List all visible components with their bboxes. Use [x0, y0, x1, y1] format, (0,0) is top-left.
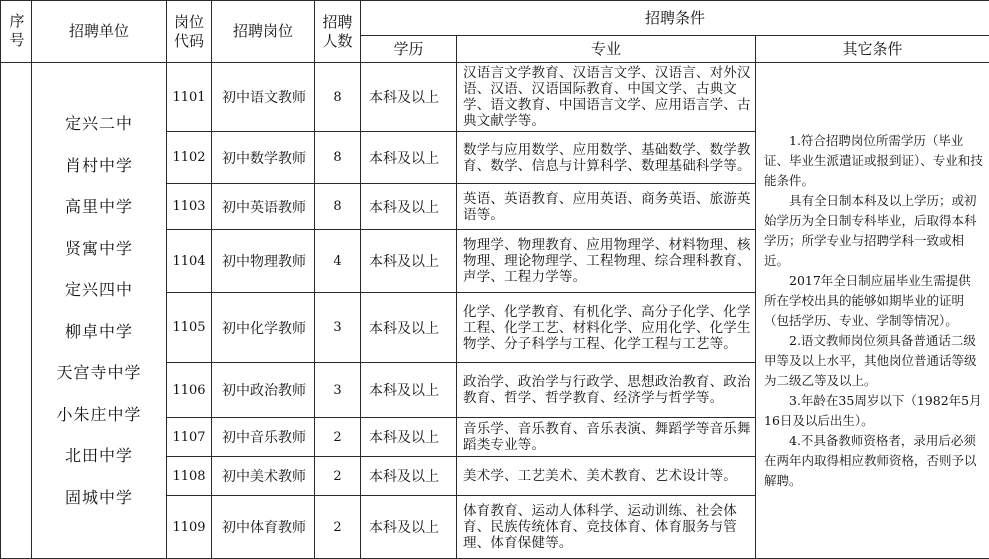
post-name: 初中体育教师	[212, 496, 315, 559]
post-name: 初中物理教师	[212, 230, 315, 293]
post-name: 初中美术教师	[212, 457, 315, 496]
condition-item: 4.不具备教师资格者，录用后必须在两年内取得相应教师资格，否则予以解聘。	[764, 431, 983, 491]
education: 本科及以上	[361, 363, 457, 418]
post-count: 2	[315, 457, 361, 496]
condition-item: 具有全日制本科及以上学历；或初始学历为全日制专科毕业，后取得本科学历；所学专业与招聘学科一致或相近。	[764, 191, 983, 271]
condition-item: 1.符合招聘岗位所需学历（毕业证、毕业生派遣证或报到证）、专业和技能条件。	[764, 131, 983, 191]
post-count: 3	[315, 293, 361, 363]
unit-name: 肖村中学	[32, 145, 166, 187]
unit-name: 定兴四中	[32, 269, 166, 311]
major: 数学与应用数学、应用数学、基础数学、数学教育、数学、信息与计算科学、数理基础科学等。	[457, 132, 756, 184]
post-name: 初中英语教师	[212, 184, 315, 230]
post-code: 1103	[167, 184, 212, 230]
major: 化学、化学教育、有机化学、高分子化学、化学工程、化学工艺、材料化学、应用化学、化学生物学、分子科学与工程、化学工程与工艺等。	[457, 293, 756, 363]
major: 英语、英语教育、应用英语、商务英语、旅游英语等。	[457, 184, 756, 230]
post-code: 1101	[167, 63, 212, 132]
post-count: 4	[315, 230, 361, 293]
unit-name: 天宫寺中学	[32, 352, 166, 394]
unit-name: 小朱庄中学	[32, 394, 166, 436]
condition-item: 2017年全日制应届毕业生需提供所在学校出具的能够如期毕业的证明（包括学历、专业、学制等情况）。	[764, 271, 983, 331]
education: 本科及以上	[361, 132, 457, 184]
header-other: 其它条件	[756, 36, 989, 63]
post-code: 1109	[167, 496, 212, 559]
post-name: 初中化学教师	[212, 293, 315, 363]
unit-name: 柳卓中学	[32, 311, 166, 353]
unit-name: 北田中学	[32, 435, 166, 477]
header-major: 专业	[457, 36, 756, 63]
post-code: 1107	[167, 418, 212, 457]
post-name: 初中音乐教师	[212, 418, 315, 457]
header-code	[167, 1, 212, 63]
post-code: 1105	[167, 293, 212, 363]
major: 物理学、物理教育、应用物理学、材料物理、核物理、理论物理学、工程物理、综合理科教育、声学、工程力学等。	[457, 230, 756, 293]
post-code: 1104	[167, 230, 212, 293]
post-name: 初中政治教师	[212, 363, 315, 418]
education: 本科及以上	[361, 230, 457, 293]
major: 汉语言文学教育、汉语言文学、汉语言、对外汉语、汉语、汉语国际教育、中国文学、古典文学、语文教育、中国语言文学、应用语言学、古典文献学等。	[457, 63, 756, 132]
major: 政治学、政治学与行政学、思想政治教育、政治教育、哲学、哲学教育、经济学与哲学等。	[457, 363, 756, 418]
major: 美术学、工艺美术、美术教育、艺术设计等。	[457, 457, 756, 496]
condition-item: 2.语文教师岗位须具备普通话二级甲等及以上水平，其他岗位普通话等级为二级乙等及以上。	[764, 331, 983, 391]
post-count: 8	[315, 63, 361, 132]
post-count: 2	[315, 496, 361, 559]
table-row	[1, 63, 989, 132]
units-cell	[32, 63, 167, 559]
education: 本科及以上	[361, 496, 457, 559]
header-unit: 招聘单位	[32, 1, 167, 63]
other-conditions	[756, 63, 989, 559]
header-count	[315, 1, 361, 63]
post-count: 3	[315, 363, 361, 418]
post-code: 1108	[167, 457, 212, 496]
major: 音乐学、音乐教育、音乐表演、舞蹈学等音乐舞蹈类专业等。	[457, 418, 756, 457]
major: 体育教育、运动人体科学、运动训练、社会体育、民族传统体育、竞技体育、体育服务与管理、体育保健等。	[457, 496, 756, 559]
unit-name: 定兴二中	[32, 103, 166, 145]
education: 本科及以上	[361, 63, 457, 132]
post-count: 2	[315, 418, 361, 457]
unit-name: 高里中学	[32, 186, 166, 228]
header-conditions: 招聘条件	[361, 1, 989, 36]
education: 本科及以上	[361, 418, 457, 457]
post-name: 初中数学教师	[212, 132, 315, 184]
post-name: 初中语文教师	[212, 63, 315, 132]
post-code: 1102	[167, 132, 212, 184]
seq-cell	[1, 63, 32, 559]
education: 本科及以上	[361, 457, 457, 496]
header-code-text: 岗位代码	[173, 13, 205, 51]
header-post: 招聘岗位	[212, 1, 315, 63]
header-education: 学历	[361, 36, 457, 63]
unit-name: 固城中学	[32, 477, 166, 519]
education: 本科及以上	[361, 184, 457, 230]
header-seq: 序号	[1, 1, 32, 63]
post-count: 8	[315, 132, 361, 184]
post-count: 8	[315, 184, 361, 230]
header-count-text: 招聘人数	[322, 13, 354, 51]
condition-item: 3.年龄在35周岁以下（1982年5月16日及以后出生）。	[764, 391, 983, 431]
post-code: 1106	[167, 363, 212, 418]
unit-name: 贤寓中学	[32, 228, 166, 270]
education: 本科及以上	[361, 293, 457, 363]
